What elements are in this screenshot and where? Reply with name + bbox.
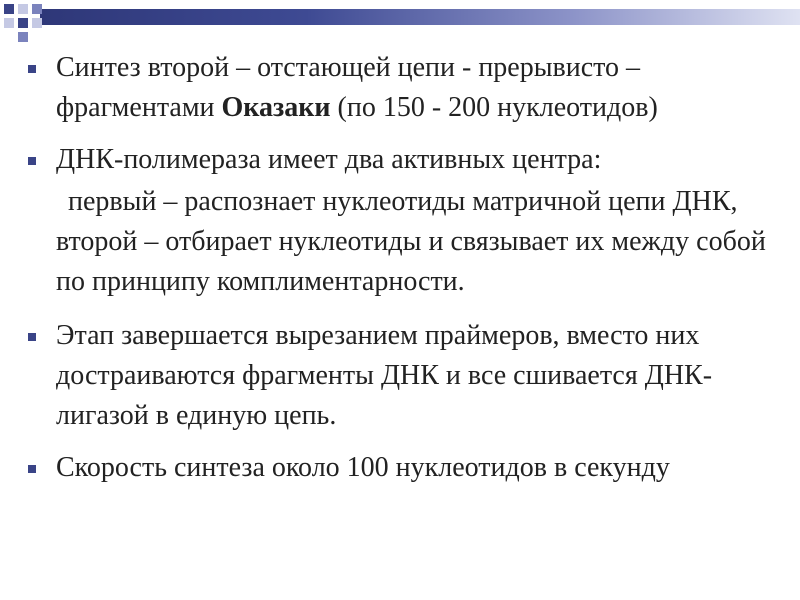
bullet-text-part: Синтез второй – отстающей цепи - прерывисто – фрагментами xyxy=(56,52,641,123)
decor-square xyxy=(32,4,42,14)
square-bullet-icon xyxy=(28,333,36,341)
bullet-item-polymerase xyxy=(24,140,784,180)
bullet-text: Скорость синтеза около 100 нуклеотидов в секунду xyxy=(56,452,670,483)
bullet-item-okazaki xyxy=(24,48,784,128)
header-band xyxy=(0,0,800,42)
square-bullet-icon xyxy=(28,465,36,473)
decorative-squares xyxy=(0,0,52,42)
slide-content xyxy=(24,48,784,500)
decor-square xyxy=(4,18,14,28)
decor-square xyxy=(18,32,28,42)
decor-square xyxy=(4,4,14,14)
bullet-text: Этап завершается вырезанием праймеров, вместо них достраиваются фрагменты ДНК и все сшивается ДНК-лигазой в единую цепь. xyxy=(56,320,713,431)
bullet-text: ДНК-полимераза имеет два активных центра: xyxy=(56,144,602,175)
bullet-text xyxy=(56,48,784,128)
square-bullet-icon xyxy=(28,65,36,73)
decor-square xyxy=(32,18,42,28)
bullet-item-speed xyxy=(24,448,784,488)
bold-term: Оказаки xyxy=(221,92,331,123)
decor-square xyxy=(18,18,28,28)
bullet-continuation: первый – распознает нуклеотиды матричной цепи ДНК, второй – отбирает нуклеотиды и связывает их между собой по принципу комплиментарности. xyxy=(56,186,766,297)
header-gradient-bar xyxy=(40,9,800,25)
bullet-item-ligase xyxy=(24,316,784,436)
decor-square xyxy=(18,4,28,14)
bullet-text-part: (по 150 - 200 нуклеотидов) xyxy=(330,92,658,123)
square-bullet-icon xyxy=(28,157,36,165)
